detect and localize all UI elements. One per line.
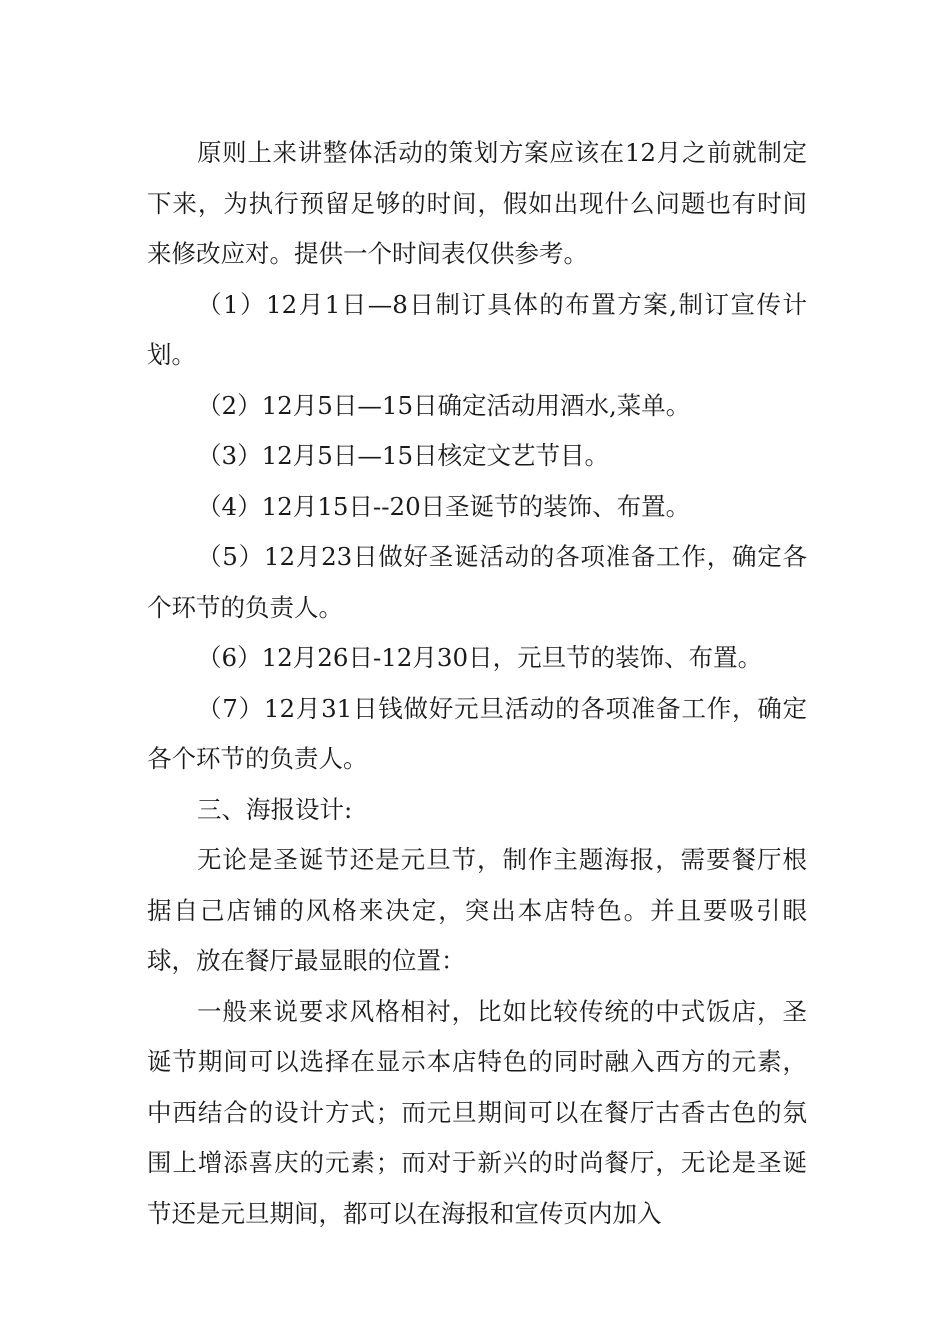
paragraph-schedule-item-6: （6）12月26日-12月30日，元旦节的装饰、布置。 (197, 643, 763, 672)
document-body (147, 128, 807, 1239)
paragraph-schedule-item-7: （7）12月31日钱做好元旦活动的各项准备工作，确定各个环节的负责人。 (147, 693, 807, 773)
section-heading-poster-design: 三、海报设计: (197, 794, 353, 824)
paragraph-schedule-item-4: （4）12月15日--20日圣诞节的装饰、布置。 (197, 491, 691, 521)
paragraph-schedule-item-5: （5）12月23日做好圣诞活动的各项准备工作，确定各个环节的负责人。 (147, 542, 807, 622)
paragraph-schedule-item-3: （3）12月5日—15日核定文艺节目。 (197, 441, 610, 470)
paragraph-schedule-intro: 原则上来讲整体活动的策划方案应该在12月之前就制定下来，为执行预留足够的时间，假如出现什么问题也有时间来修改应对。提供一个时间表仅供参考。 (147, 138, 807, 268)
paragraph-schedule-item-1: （1）12月1日—8日制订具体的布置方案,制订宣传计划。 (147, 289, 807, 369)
paragraph-schedule-item-2: （2）12月5日—15日确定活动用酒水,菜单。 (197, 390, 691, 420)
paragraph-poster-style: 一般来说要求风格相衬，比如比较传统的中式饭店，圣诞节期间可以选择在显示本店特色的同时融入西方的元素，中西结合的设计方式；而元旦期间可以在餐厅古香古色的氛围上增添喜庆的元素；而对于新兴的时尚餐厅，无论是圣诞节还是元旦期间，都可以在海报和宣传页内加入 (147, 996, 807, 1228)
paragraph-poster-intro: 无论是圣诞节还是元旦节，制作主题海报，需要餐厅根据自己店铺的风格来决定，突出本店特色。并且要吸引眼球，放在餐厅最显眼的位置： (147, 845, 807, 975)
